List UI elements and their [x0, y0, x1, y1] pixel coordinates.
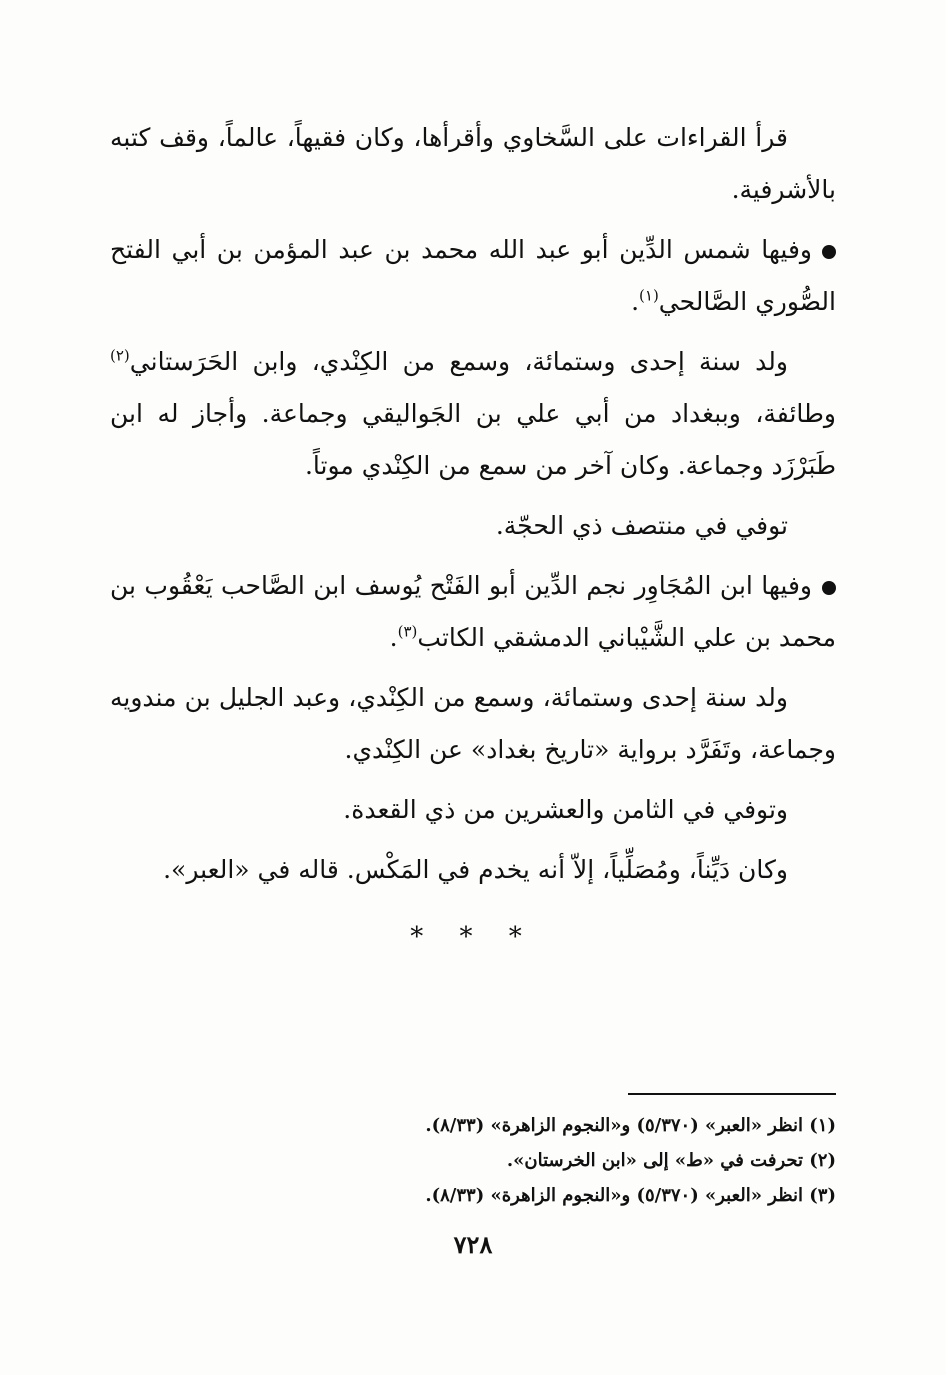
paragraph — [110, 336, 836, 492]
footnote-divider — [628, 1093, 836, 1095]
paragraph-text: ولد سنة إحدى وستمائة، وسمع من الكِنْدي، وابن الحَرَستاني — [129, 347, 788, 376]
paragraph — [110, 500, 836, 552]
paragraph-text: وفيها شمس الدِّين أبو عبد الله محمد بن عبد المؤمن بن أبي الفتح الصُّوري الصَّالحي — [110, 235, 836, 316]
footnote-1: (١) انظر «العبر» (٥/٣٧٠) و«النجوم الزاهرة» (٨/٣٣). — [425, 1115, 836, 1136]
paragraph-text: توفي في منتصف ذي الحجّة. — [495, 511, 788, 540]
paragraph-continuation — [110, 112, 836, 216]
footnotes — [110, 1108, 836, 1213]
biography-entry — [110, 224, 836, 328]
paragraph-text: ولد سنة إحدى وستمائة، وسمع من الكِنْدي، وعبد الجليل بن مندويه وجماعة، وتَفَرَّد برواية «تاريخ بغداد» عن الكِنْدي. — [110, 683, 836, 764]
paragraph-text: وفيها ابن المُجَاوِر نجم الدِّين أبو الفَتْح يُوسف ابن الصَّاحب يَعْقُوب بن محمد بن علي الشَّيْباني الدمشقي الكاتب — [110, 571, 836, 652]
paragraph-text: وتوفي في الثامن والعشرين من ذي القعدة. — [343, 795, 788, 824]
paragraph-text: قرأ القراءات على السَّخاوي وأقرأها، وكان فقيهاً، عالماً، وقف كتبه بالأشرفية. — [110, 123, 836, 204]
paragraph — [110, 672, 836, 776]
paragraph-tail: . — [389, 623, 398, 652]
footnote-ref: (١) — [639, 286, 659, 305]
paragraph-tail: . — [631, 287, 640, 316]
bullet-icon — [822, 245, 836, 259]
bullet-icon — [822, 581, 836, 595]
main-text — [110, 112, 836, 904]
footnote-ref: (٢) — [110, 346, 130, 365]
paragraph — [110, 784, 836, 836]
paragraph-tail: وطائفة، وببغداد من أبي علي بن الجَواليقي وجماعة. وأجاز له ابن طَبَرْزَد وجماعة. وكان آخر من سمع من الكِنْدي موتاً. — [110, 399, 836, 480]
paragraph — [110, 844, 836, 896]
footnote-3: (٣) انظر «العبر» (٥/٣٧٠) و«النجوم الزاهرة» (٨/٣٣). — [425, 1185, 836, 1206]
section-separator: * * * — [410, 922, 536, 952]
footnote-2: (٢) تحرفت في «ط» إلى «ابن الخرستان». — [506, 1150, 836, 1171]
biography-entry — [110, 560, 836, 664]
page-number: ٧٢٨ — [453, 1230, 493, 1259]
paragraph-text: وكان دَيِّناً، ومُصَلِّياً، إلاّ أنه يخدم في المَكْس. قاله في «العبر». — [163, 855, 788, 884]
footnote-ref: (٣) — [397, 622, 418, 641]
